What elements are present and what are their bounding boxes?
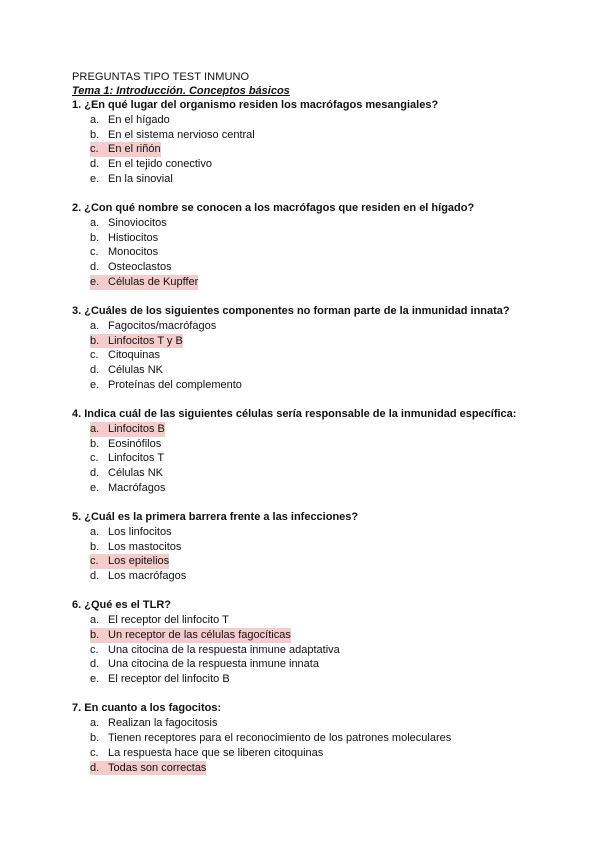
question-list: [72, 98, 542, 775]
option-item: [72, 113, 542, 128]
option-letter: b.: [90, 628, 108, 643]
option-letter: b.: [90, 732, 100, 745]
option-text: Células NK: [108, 467, 164, 480]
option-item-correct: [72, 761, 542, 776]
option-text: Los macrófagos: [108, 570, 187, 583]
option-text: Eosinófilos: [108, 437, 162, 450]
option-text: Células de Kupffer: [108, 275, 199, 288]
option-text: Monocitos: [108, 246, 159, 259]
option-item: [72, 672, 542, 687]
option-item: [72, 481, 542, 496]
option-text: El receptor del linfocito T: [108, 614, 229, 627]
option-letter: a.: [90, 320, 100, 333]
option-text: Sinoviocitos: [108, 217, 167, 230]
option-letter: b.: [90, 437, 100, 450]
question-text: 5. ¿Cuál es la primera barrera frente a las infecciones?: [72, 511, 359, 524]
option-item: [72, 363, 542, 378]
option-letter: c.: [90, 246, 99, 259]
option-item: [72, 569, 542, 584]
option-text: La respuesta hace que se liberen citoquinas: [108, 746, 324, 759]
option-text: Histiocitos: [108, 231, 159, 244]
option-text: Fagocitos/macrófagos: [108, 320, 217, 333]
document-subtitle: Tema 1: Introducción. Conceptos básicos: [72, 85, 290, 97]
option-list: [72, 422, 542, 496]
option-letter: c.: [90, 554, 108, 569]
option-text: En la sinovial: [108, 172, 173, 185]
option-letter: e.: [90, 673, 100, 686]
option-letter: a.: [90, 614, 100, 627]
option-text: El receptor del linfocito B: [108, 673, 230, 686]
option-item-correct: [72, 334, 542, 349]
option-item: [72, 540, 542, 555]
question-text: 7. En cuanto a los fagocitos:: [72, 702, 222, 715]
option-text: Los mastocitos: [108, 540, 182, 553]
option-item: [72, 128, 542, 143]
option-text: Células NK: [108, 364, 164, 377]
option-text: Los epitelios: [108, 555, 170, 568]
option-item: [72, 525, 542, 540]
option-text: En el hígado: [108, 114, 170, 126]
option-text: Proteínas del complemento: [108, 378, 242, 391]
option-text: Linfocitos T y B: [108, 334, 183, 347]
option-text: Osteoclastos: [108, 261, 172, 274]
option-text: Realizan la fagocitosis: [108, 717, 218, 730]
option-text: En el sistema nervioso central: [108, 128, 255, 141]
option-text: Todas son correctas: [108, 761, 207, 774]
option-text: Una citocina de la respuesta inmune adaptativa: [108, 643, 340, 656]
option-letter: e.: [90, 481, 100, 494]
option-letter: a.: [90, 217, 100, 230]
option-item-correct: [72, 422, 542, 437]
option-text: Citoquinas: [108, 349, 160, 362]
option-letter: d.: [90, 467, 100, 480]
option-letter: e.: [90, 378, 100, 391]
option-letter: c.: [90, 142, 108, 157]
question-2: [72, 201, 542, 290]
option-text: Macrófagos: [108, 481, 166, 494]
option-item: [72, 231, 542, 246]
option-item: [72, 157, 542, 172]
option-letter: d.: [90, 761, 108, 776]
option-text: Los linfocitos: [108, 526, 172, 539]
option-letter: c.: [90, 643, 99, 656]
option-item: [72, 437, 542, 452]
document-title: PREGUNTAS TIPO TEST INMUNO: [72, 71, 250, 83]
option-text: Linfocitos T: [108, 452, 165, 465]
option-item: [72, 746, 542, 761]
option-item: [72, 731, 542, 746]
option-letter: d.: [90, 658, 100, 671]
option-letter: d.: [90, 158, 100, 171]
option-item: [72, 451, 542, 466]
option-text: Una citocina de la respuesta inmune innata: [108, 658, 319, 671]
option-letter: b.: [90, 128, 100, 141]
option-letter: a.: [90, 114, 100, 126]
option-letter: a.: [90, 717, 100, 730]
option-item: [72, 657, 542, 672]
option-list: [72, 319, 542, 393]
option-text: En el tejido conectivo: [108, 158, 212, 171]
option-item: [72, 319, 542, 334]
option-letter: a.: [90, 422, 108, 437]
option-letter: d.: [90, 261, 100, 274]
option-item: [72, 378, 542, 393]
option-item: [72, 245, 542, 260]
question-text: 2. ¿Con qué nombre se conocen a los macrófagos que residen en el hígado?: [72, 202, 475, 215]
question-5: [72, 510, 542, 584]
option-item-correct: [72, 275, 542, 290]
question-text: 1. ¿En qué lugar del organismo residen los macrófagos mesangiales?: [72, 99, 439, 111]
option-letter: b.: [90, 540, 100, 553]
option-item-correct: [72, 628, 542, 643]
question-text: 3. ¿Cuáles de los siguientes componentes no forman parte de la inmunidad innata?: [72, 305, 510, 318]
option-list: [72, 613, 542, 687]
option-item: [72, 260, 542, 275]
option-list: [72, 525, 542, 584]
option-item: [72, 716, 542, 731]
option-letter: a.: [90, 526, 100, 539]
option-letter: b.: [90, 231, 100, 244]
option-list: [72, 716, 542, 775]
option-letter: e.: [90, 172, 100, 185]
option-text: Linfocitos B: [108, 423, 165, 436]
option-letter: e.: [90, 275, 108, 290]
option-letter: c.: [90, 349, 99, 362]
option-item: [72, 216, 542, 231]
option-item-correct: [72, 142, 542, 157]
option-letter: c.: [90, 452, 99, 465]
option-item-correct: [72, 554, 542, 569]
option-letter: b.: [90, 334, 108, 349]
option-item: [72, 613, 542, 628]
option-letter: c.: [90, 746, 99, 759]
option-letter: d.: [90, 364, 100, 377]
option-item: [72, 643, 542, 658]
question-6: [72, 598, 542, 687]
option-item: [72, 466, 542, 481]
option-item: [72, 348, 542, 363]
option-text: Tienen receptores para el reconocimiento de los patrones moleculares: [108, 732, 452, 745]
question-text: 6. ¿Qué es el TLR?: [72, 599, 172, 612]
document-content: [72, 70, 542, 790]
option-letter: d.: [90, 570, 100, 583]
option-list: [72, 216, 542, 290]
question-3: [72, 304, 542, 393]
option-item: [72, 172, 542, 187]
question-text: 4. Indica cuál de las siguientes células sería responsable de la inmunidad específica:: [72, 408, 517, 421]
option-text: Un receptor de las células fagocíticas: [108, 629, 291, 642]
option-list: [72, 113, 542, 187]
option-text: En el riñón: [108, 143, 161, 156]
question-1: [72, 98, 542, 187]
question-4: [72, 407, 542, 496]
question-7: [72, 701, 542, 775]
